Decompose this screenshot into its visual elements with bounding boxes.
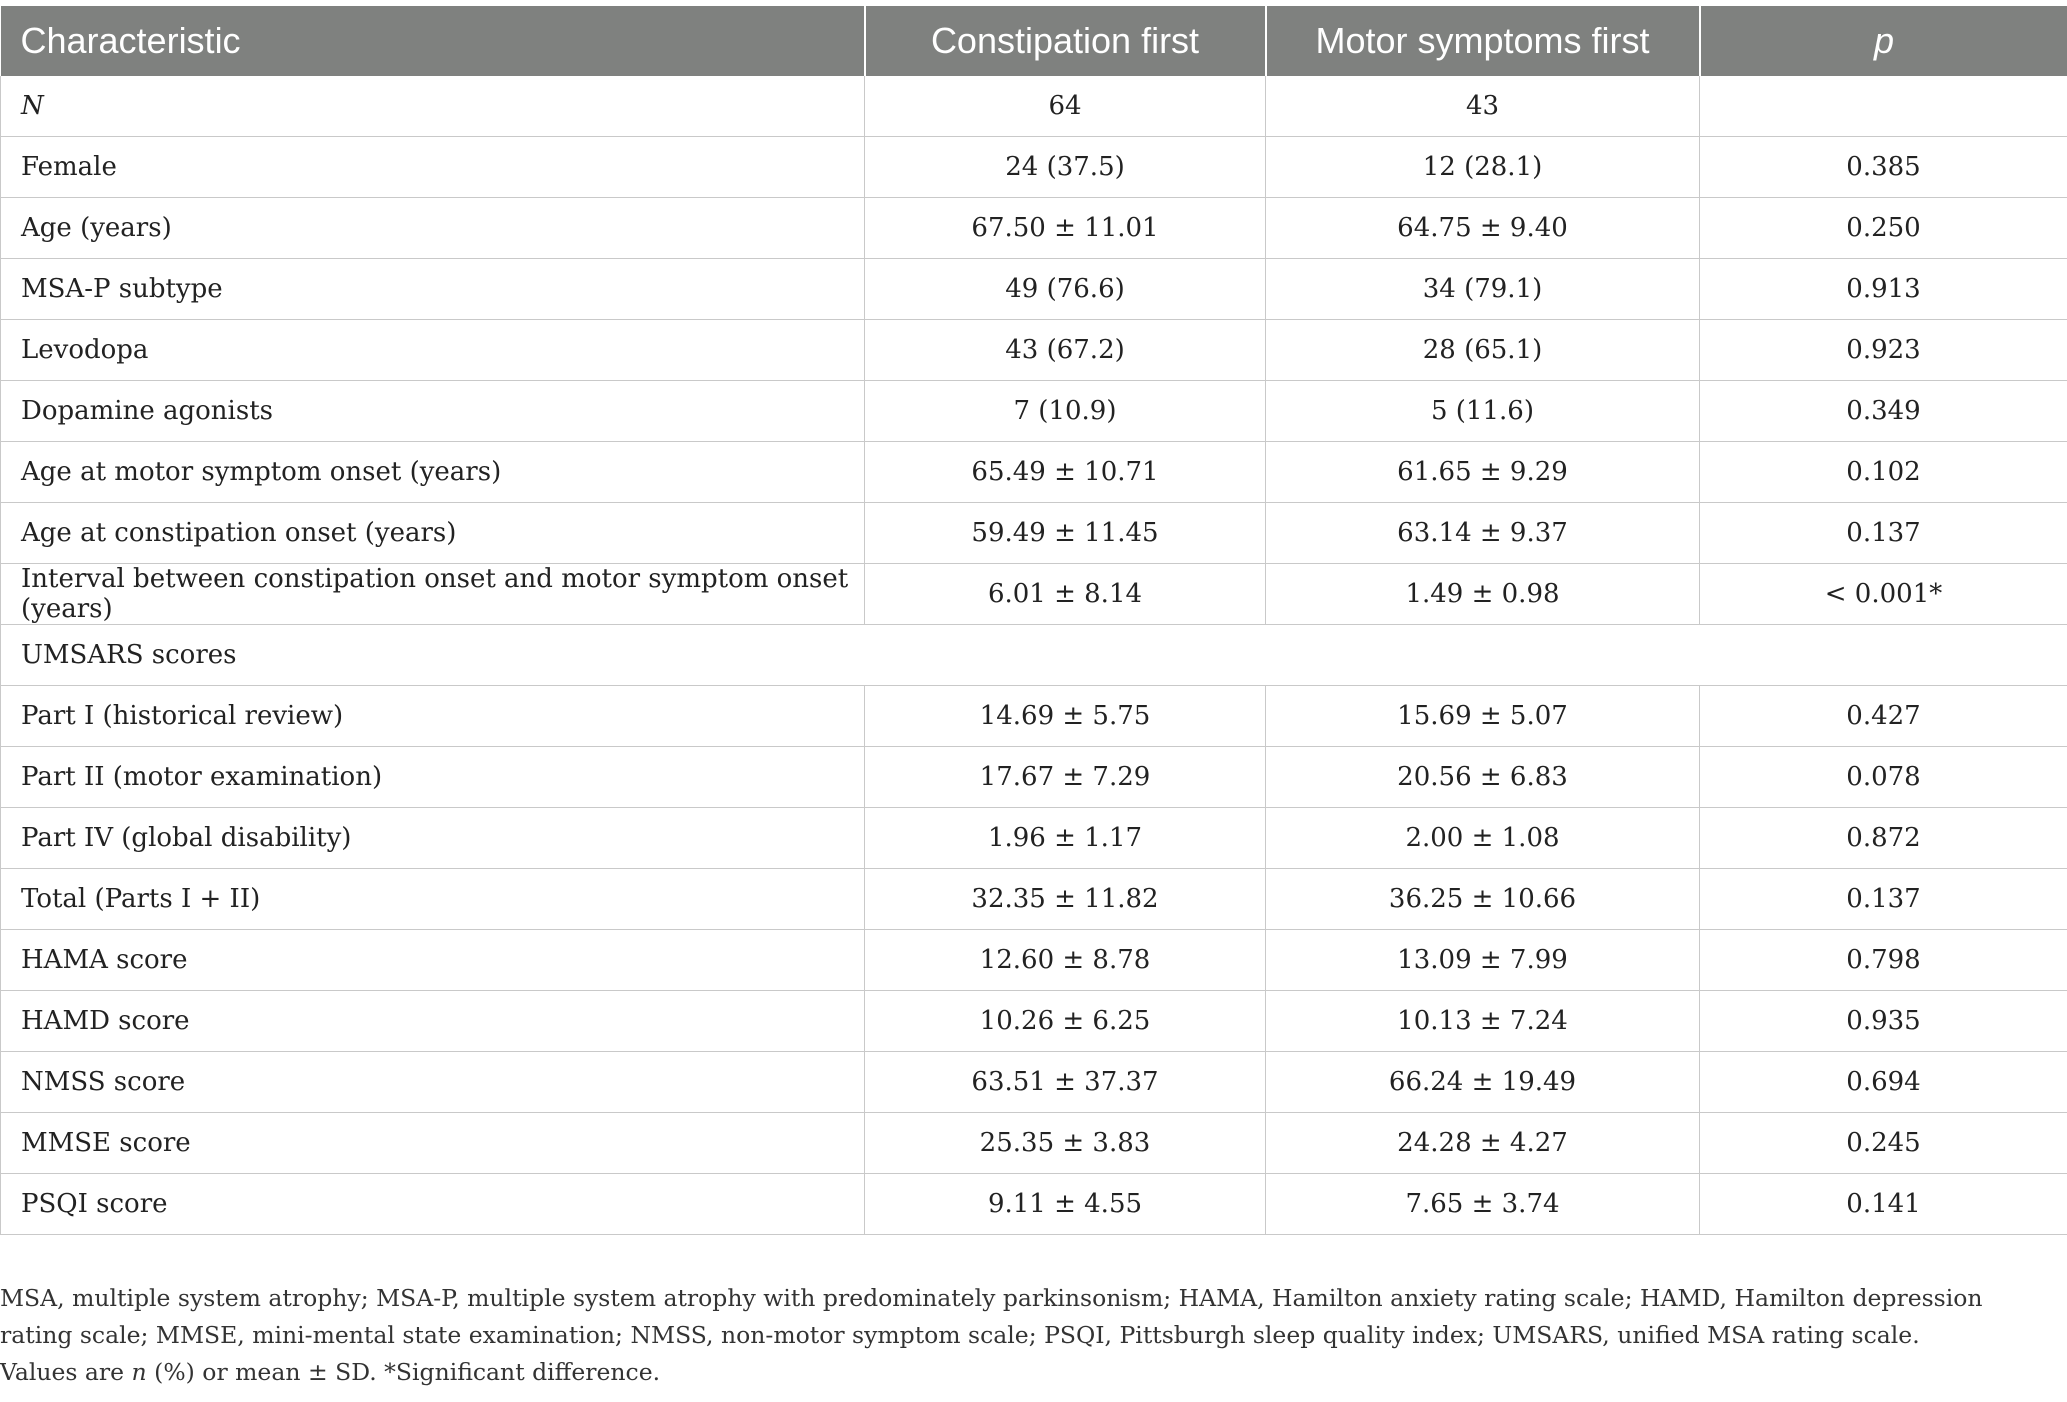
header-motor-symptoms-first: Motor symptoms first bbox=[1266, 6, 1700, 76]
cell-p-value: 0.872 bbox=[1700, 808, 2067, 869]
table-row bbox=[1, 564, 2067, 625]
cell-p-value: 0.923 bbox=[1700, 320, 2067, 381]
section-label: UMSARS scores bbox=[1, 625, 2067, 686]
row-label: Part I (historical review) bbox=[1, 686, 865, 747]
table-row bbox=[1, 198, 2067, 259]
cell-constipation-first: 17.67 ± 7.29 bbox=[865, 747, 1266, 808]
header-row bbox=[1, 6, 2067, 76]
table-body bbox=[1, 76, 2067, 1235]
cell-constipation-first: 14.69 ± 5.75 bbox=[865, 686, 1266, 747]
characteristics-table bbox=[0, 6, 2067, 1235]
cell-motor-symptoms-first: 10.13 ± 7.24 bbox=[1266, 991, 1700, 1052]
cell-constipation-first: 63.51 ± 37.37 bbox=[865, 1052, 1266, 1113]
cell-constipation-first: 49 (76.6) bbox=[865, 259, 1266, 320]
row-label: HAMA score bbox=[1, 930, 865, 991]
values-note bbox=[0, 1354, 2060, 1391]
table-row bbox=[1, 76, 2067, 137]
header-constipation-first: Constipation first bbox=[865, 6, 1266, 76]
cell-motor-symptoms-first: 7.65 ± 3.74 bbox=[1266, 1174, 1700, 1235]
cell-motor-symptoms-first: 24.28 ± 4.27 bbox=[1266, 1113, 1700, 1174]
cell-motor-symptoms-first: 13.09 ± 7.99 bbox=[1266, 930, 1700, 991]
header-characteristic: Characteristic bbox=[1, 6, 865, 76]
cell-constipation-first: 6.01 ± 8.14 bbox=[865, 564, 1266, 625]
row-label: MSA-P subtype bbox=[1, 259, 865, 320]
cell-constipation-first: 43 (67.2) bbox=[865, 320, 1266, 381]
row-label: Dopamine agonists bbox=[1, 381, 865, 442]
cell-p-value: 0.385 bbox=[1700, 137, 2067, 198]
section-row bbox=[1, 625, 2067, 686]
row-label: Total (Parts I + II) bbox=[1, 869, 865, 930]
row-label: PSQI score bbox=[1, 1174, 865, 1235]
table-footnotes bbox=[0, 1280, 2060, 1391]
cell-motor-symptoms-first: 28 (65.1) bbox=[1266, 320, 1700, 381]
cell-constipation-first: 67.50 ± 11.01 bbox=[865, 198, 1266, 259]
row-label: HAMD score bbox=[1, 991, 865, 1052]
cell-p-value: 0.349 bbox=[1700, 381, 2067, 442]
table-row bbox=[1, 808, 2067, 869]
table-row bbox=[1, 869, 2067, 930]
table-row bbox=[1, 747, 2067, 808]
cell-p-value: 0.250 bbox=[1700, 198, 2067, 259]
table-row bbox=[1, 259, 2067, 320]
row-label: Levodopa bbox=[1, 320, 865, 381]
cell-p-value: 0.078 bbox=[1700, 747, 2067, 808]
cell-p-value: 0.798 bbox=[1700, 930, 2067, 991]
table-row bbox=[1, 930, 2067, 991]
cell-motor-symptoms-first: 66.24 ± 19.49 bbox=[1266, 1052, 1700, 1113]
row-label: Part II (motor examination) bbox=[1, 747, 865, 808]
cell-motor-symptoms-first: 20.56 ± 6.83 bbox=[1266, 747, 1700, 808]
table-row bbox=[1, 137, 2067, 198]
row-label: Age (years) bbox=[1, 198, 865, 259]
cell-p-value: < 0.001* bbox=[1700, 564, 2067, 625]
cell-motor-symptoms-first: 64.75 ± 9.40 bbox=[1266, 198, 1700, 259]
cell-motor-symptoms-first: 63.14 ± 9.37 bbox=[1266, 503, 1700, 564]
row-label: Age at motor symptom onset (years) bbox=[1, 442, 865, 503]
values-note-suffix: (%) or mean ± SD. *Significant difference. bbox=[146, 1358, 661, 1386]
table-row bbox=[1, 503, 2067, 564]
cell-constipation-first: 12.60 ± 8.78 bbox=[865, 930, 1266, 991]
cell-motor-symptoms-first: 2.00 ± 1.08 bbox=[1266, 808, 1700, 869]
cell-constipation-first: 10.26 ± 6.25 bbox=[865, 991, 1266, 1052]
cell-motor-symptoms-first: 1.49 ± 0.98 bbox=[1266, 564, 1700, 625]
characteristics-table-container bbox=[0, 6, 2067, 1235]
header-p-value: p bbox=[1700, 6, 2067, 76]
values-note-prefix: Values are bbox=[0, 1358, 132, 1386]
cell-motor-symptoms-first: 12 (28.1) bbox=[1266, 137, 1700, 198]
cell-constipation-first: 25.35 ± 3.83 bbox=[865, 1113, 1266, 1174]
cell-motor-symptoms-first: 36.25 ± 10.66 bbox=[1266, 869, 1700, 930]
row-label: Age at constipation onset (years) bbox=[1, 503, 865, 564]
values-note-n: n bbox=[131, 1358, 147, 1386]
table-row bbox=[1, 381, 2067, 442]
row-label: Part IV (global disability) bbox=[1, 808, 865, 869]
cell-constipation-first: 65.49 ± 10.71 bbox=[865, 442, 1266, 503]
cell-constipation-first: 1.96 ± 1.17 bbox=[865, 808, 1266, 869]
cell-constipation-first: 9.11 ± 4.55 bbox=[865, 1174, 1266, 1235]
cell-p-value: 0.913 bbox=[1700, 259, 2067, 320]
table-row bbox=[1, 1113, 2067, 1174]
table-row bbox=[1, 1174, 2067, 1235]
cell-p-value: 0.137 bbox=[1700, 869, 2067, 930]
row-label: N bbox=[1, 76, 865, 137]
abbreviations-note: MSA, multiple system atrophy; MSA-P, multiple system atrophy with predominately parkinsonism; HAMA, Hamilton anxiety rating scale; HAMD, Hamilton depression rating scale; MMSE, mini-mental state examination; NMSS, non-motor symptom scale; PSQI, Pittsburgh sleep quality index; UMSARS, unified MSA rating scale. bbox=[0, 1284, 1983, 1349]
cell-p-value: 0.694 bbox=[1700, 1052, 2067, 1113]
table-row bbox=[1, 686, 2067, 747]
table-row bbox=[1, 1052, 2067, 1113]
cell-p-value bbox=[1700, 76, 2067, 137]
cell-constipation-first: 7 (10.9) bbox=[865, 381, 1266, 442]
cell-motor-symptoms-first: 61.65 ± 9.29 bbox=[1266, 442, 1700, 503]
table-row bbox=[1, 320, 2067, 381]
cell-p-value: 0.427 bbox=[1700, 686, 2067, 747]
cell-motor-symptoms-first: 34 (79.1) bbox=[1266, 259, 1700, 320]
row-label: NMSS score bbox=[1, 1052, 865, 1113]
cell-p-value: 0.137 bbox=[1700, 503, 2067, 564]
table-row bbox=[1, 991, 2067, 1052]
cell-constipation-first: 24 (37.5) bbox=[865, 137, 1266, 198]
cell-p-value: 0.141 bbox=[1700, 1174, 2067, 1235]
cell-p-value: 0.102 bbox=[1700, 442, 2067, 503]
cell-constipation-first: 32.35 ± 11.82 bbox=[865, 869, 1266, 930]
cell-motor-symptoms-first: 43 bbox=[1266, 76, 1700, 137]
cell-motor-symptoms-first: 15.69 ± 5.07 bbox=[1266, 686, 1700, 747]
cell-p-value: 0.245 bbox=[1700, 1113, 2067, 1174]
cell-constipation-first: 59.49 ± 11.45 bbox=[865, 503, 1266, 564]
cell-constipation-first: 64 bbox=[865, 76, 1266, 137]
table-header bbox=[1, 6, 2067, 76]
row-label: Interval between constipation onset and motor symptom onset (years) bbox=[1, 564, 865, 625]
table-row bbox=[1, 442, 2067, 503]
row-label: MMSE score bbox=[1, 1113, 865, 1174]
row-label: Female bbox=[1, 137, 865, 198]
cell-p-value: 0.935 bbox=[1700, 991, 2067, 1052]
cell-motor-symptoms-first: 5 (11.6) bbox=[1266, 381, 1700, 442]
